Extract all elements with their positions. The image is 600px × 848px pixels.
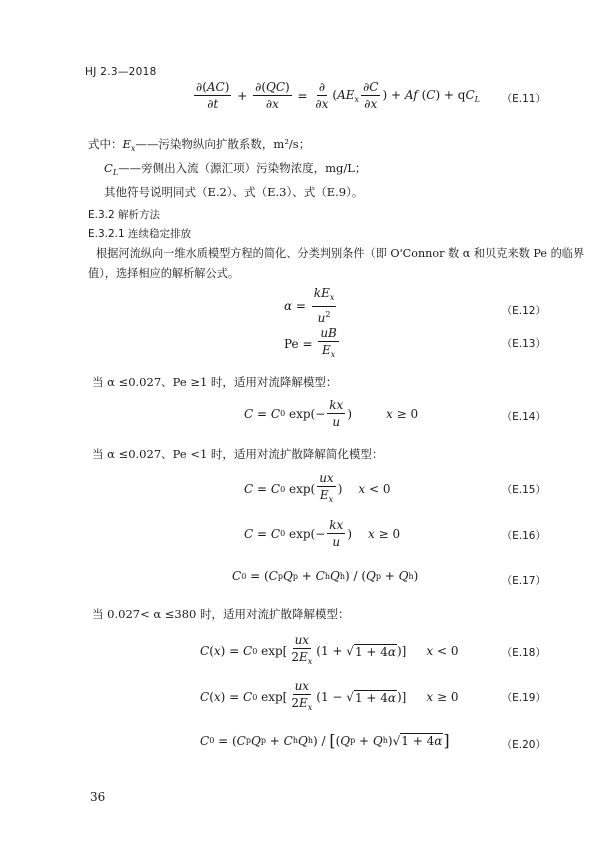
equation-e18: C ( x ) = C 0 exp[ $\frac{ux}{2E_x}$ (1 + √ 1 + 4α )] x < 0 (200, 633, 459, 666)
equation-e14: C = C 0 exp(− $\frac{kx}{u}$ ) x ≥ 0 (244, 398, 419, 429)
eq-number-e16: （E.16） (501, 530, 546, 542)
cl-description: ——旁侧出入流（源汇项）污染物浓度，mg/L； (118, 161, 367, 175)
eq-number-e14: （E.14） (501, 411, 546, 423)
ex-description: ——污染物纵向扩散系数，m²/s； (135, 137, 311, 151)
eq-number-e12: （E.12） (501, 305, 546, 317)
equation-e19: C ( x ) = C 0 exp[ $\frac{ux}{2E_x}$ (1 − √ 1 + 4α )] x ≥ 0 (200, 679, 459, 712)
section-heading-e32: E.3.2 解析方法 (88, 209, 161, 221)
eq-number-e17: （E.17） (501, 575, 546, 587)
eq-number-e13: （E.13） (501, 338, 546, 350)
document-header: HJ 2.3—2018 (85, 66, 157, 78)
definition-ex: 式中：$E_x——$污染物纵向扩散系数，m²/s； (88, 137, 311, 153)
eq-number-e11: （E.11） (501, 93, 546, 105)
eq-number-e19: （E.19） (501, 692, 546, 704)
equation-e17: C 0 = ( C p Q p + C h Q h ) / ( Q p + Q h ) (232, 569, 419, 583)
page-number: 36 (90, 790, 106, 804)
equation-e13: Pe = $\frac{uB}{E_x}$ (284, 326, 337, 359)
condition-3: 当 0.027< α ≤380 时，适用对流扩散降解模型： (92, 607, 350, 621)
eq-number-e20: （E.20） (501, 739, 546, 751)
equation-e16: C = C 0 exp(− $\frac{kx}{u}$ ) x ≥ 0 (244, 518, 401, 549)
eq-number-e18: （E.18） (501, 647, 546, 659)
condition-1: 当 α ≤0.027、Pe ≥1 时，适用对流降解模型： (92, 375, 338, 389)
definition-cl: $C_L——$旁侧出入流（源汇项）污染物浓度，mg/L； (104, 161, 367, 177)
equation-e11: $\frac{\partial(AC)}{\partial t}$ + $\frac{\partial(QC)}{\partial x}$ = $\frac{\partial}{\partial x}$ ($AE_x$ $\frac{\partial C}{\partial x}$ ) + Af $(C) + qC_L$ (196, 80, 480, 111)
eq-number-e15: （E.15） (501, 484, 546, 496)
definition-others: 其他符号说明同式（E.2）、式（E.3）、式（E.9）。 (104, 185, 364, 199)
condition-2: 当 α ≤0.027、Pe <1 时，适用对流扩散降解简化模型： (92, 447, 384, 461)
equation-e15: C = C 0 exp( $\frac{ux}{E_x}$ ) x < 0 (244, 471, 391, 504)
defs-prefix: 式中： (88, 137, 123, 151)
paragraph-line-2: 值），选择相应的解析解公式。 (88, 267, 240, 280)
section-heading-e321: E.3.2.1 连续稳定排放 (88, 228, 192, 240)
equation-e20: C 0 = ( C p Q p + C h Q h ) / [ ( Q p + Q h )√ 1 + 4α ] (200, 731, 450, 750)
paragraph-line-1: 根据河流纵向一维水质模型方程的简化、分类判别条件（即 O'Connor 数 α 和贝克来数 Pe 的临界 (96, 247, 585, 260)
equation-e12: α = $\frac{kE_x}{u^2}$ (284, 286, 335, 325)
